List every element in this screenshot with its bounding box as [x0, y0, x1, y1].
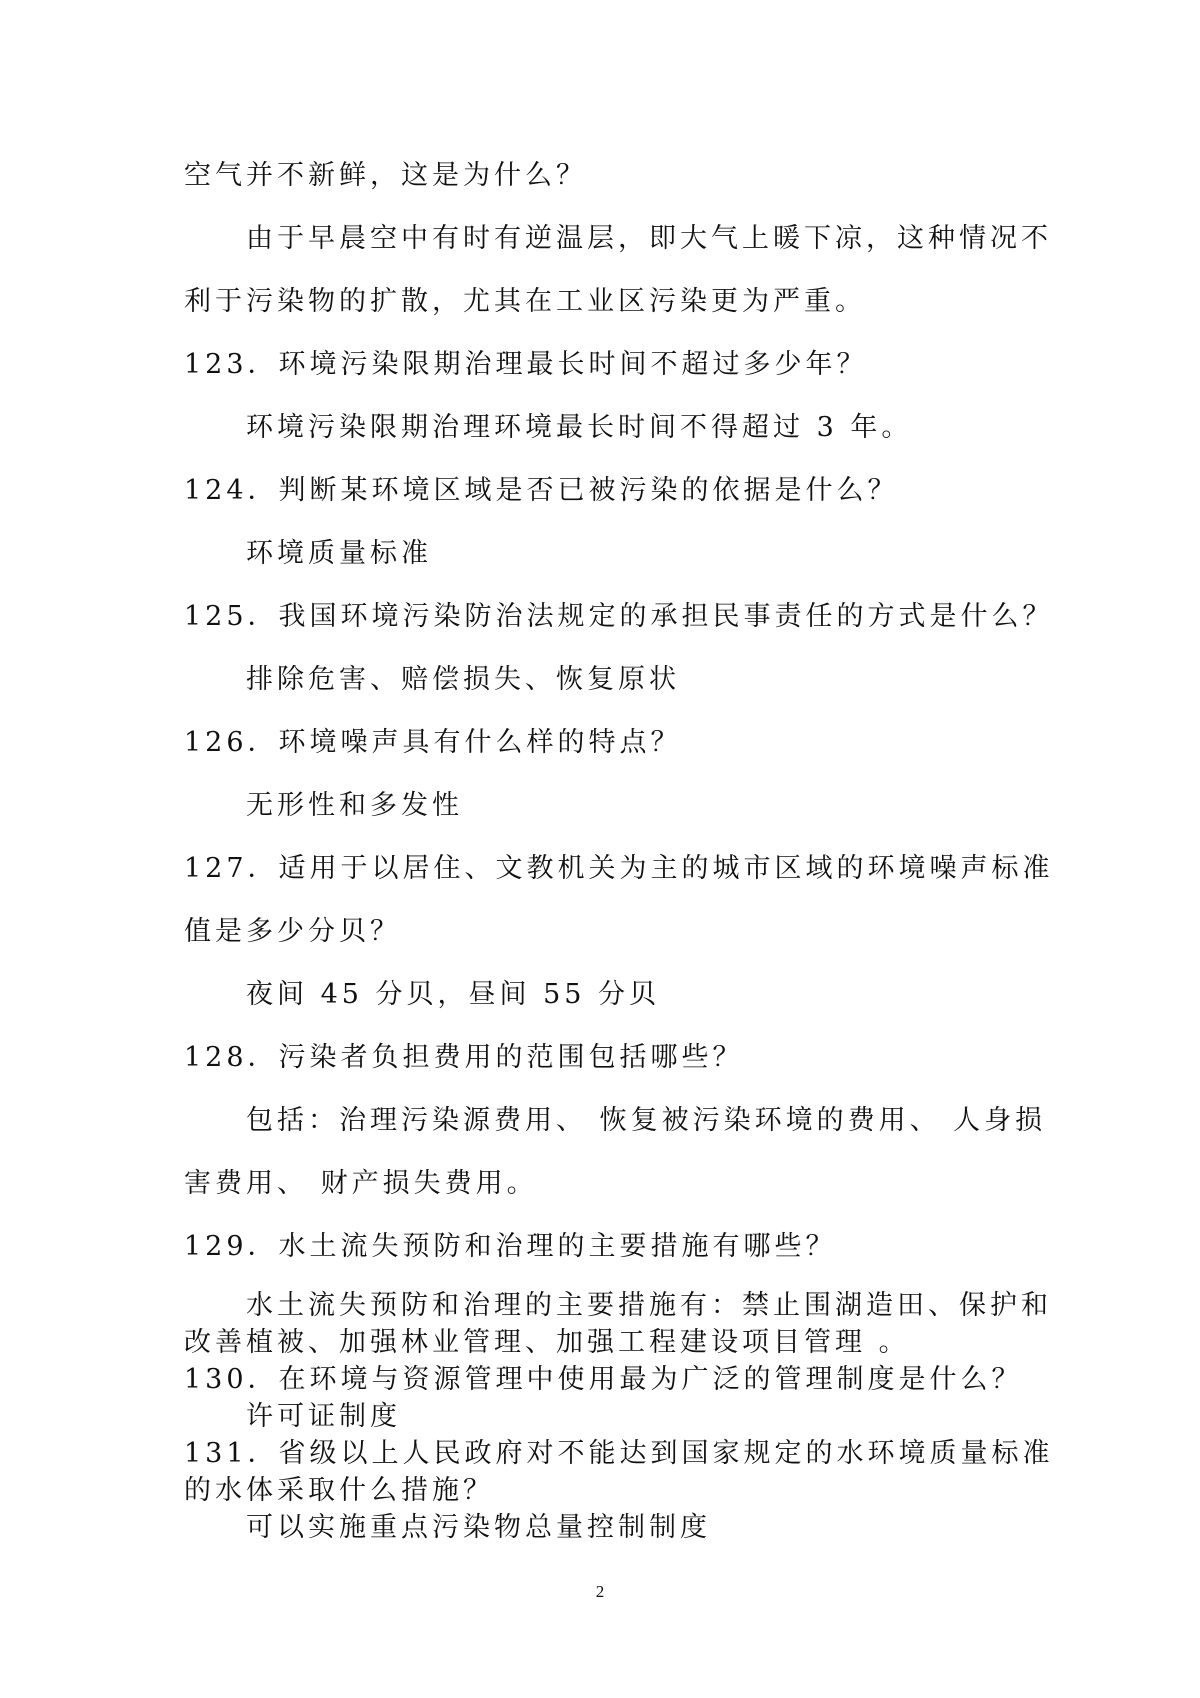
- answer-128-cont: 害费用、 财产损失费用。: [184, 1168, 538, 1199]
- answer-130: 许可证制度: [246, 1401, 401, 1432]
- answer-131: 可以实施重点污染物总量控制制度: [246, 1512, 711, 1543]
- question-124: 124．判断某环境区域是否已被污染的依据是什么？: [184, 475, 899, 506]
- answer-line: 利于污染物的扩散，尤其在工业区污染更为严重。: [184, 286, 866, 317]
- answer-128: 包括：治理污染源费用、 恢复被污染环境的费用、 人身损: [246, 1105, 1047, 1136]
- answer-129: 水土流失预防和治理的主要措施有：禁止围湖造田、保护和: [246, 1290, 1052, 1321]
- question-127-cont: 值是多少分贝？: [184, 916, 401, 947]
- question-125: 125．我国环境污染防治法规定的承担民事责任的方式是什么？: [184, 601, 1054, 632]
- answer-124: 环境质量标准: [246, 538, 432, 569]
- question-131: 131．省级以上人民政府对不能达到国家规定的水环境质量标准: [184, 1438, 1054, 1469]
- question-129: 129．水土流失预防和治理的主要措施有哪些？: [184, 1231, 837, 1262]
- answer-125: 排除危害、赔偿损失、恢复原状: [246, 664, 680, 695]
- answer-123: 环境污染限期治理环境最长时间不得超过 3 年。: [246, 412, 913, 443]
- question-128: 128．污染者负担费用的范围包括哪些？: [184, 1042, 744, 1073]
- answer-129-cont: 改善植被、加强林业管理、加强工程建设项目管理 。: [184, 1327, 910, 1358]
- question-131-cont: 的水体采取什么措施？: [184, 1475, 494, 1506]
- question-130: 130．在环境与资源管理中使用最为广泛的管理制度是什么？: [184, 1364, 1023, 1395]
- question-127: 127．适用于以居住、文教机关为主的城市区域的环境噪声标准: [184, 853, 1054, 884]
- answer-line: 由于早晨空中有时有逆温层，即大气上暖下凉，这种情况不: [246, 223, 1052, 254]
- answer-126: 无形性和多发性: [246, 790, 463, 821]
- answer-127: 夜间 45 分贝，昼间 55 分贝: [246, 979, 661, 1010]
- question-126: 126．环境噪声具有什么样的特点？: [184, 727, 682, 758]
- page-number: 2: [595, 1582, 605, 1601]
- text-line: 空气并不新鲜，这是为什么？: [184, 160, 587, 191]
- question-123: 123．环境污染限期治理最长时间不超过多少年？: [184, 349, 868, 380]
